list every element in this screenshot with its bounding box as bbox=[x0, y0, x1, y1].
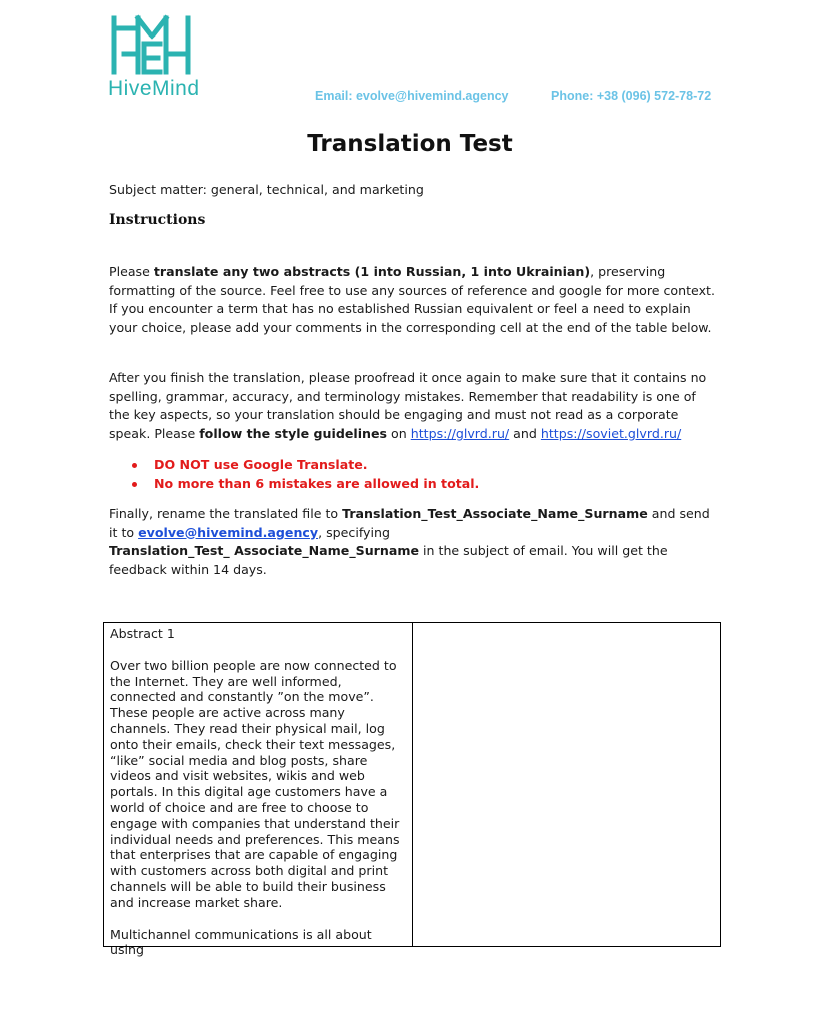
email-link[interactable]: evolve@hivemind.agency bbox=[138, 524, 319, 540]
instructions-heading: Instructions bbox=[109, 212, 206, 228]
para3-text-end: in the subject of email. You will get the feedback within 14 days. bbox=[109, 543, 668, 577]
para2-text-and: and bbox=[509, 425, 541, 441]
warning-list bbox=[131, 456, 479, 493]
glvrd-link[interactable]: https://glvrd.ru/ bbox=[410, 425, 510, 441]
logo-wordmark: HiveMind bbox=[108, 77, 200, 100]
soviet-glvrd-link[interactable]: https://soviet.glvrd.ru/ bbox=[540, 425, 682, 441]
warning-text: No more than 6 mistakes are allowed in total. bbox=[154, 475, 480, 491]
para2-text-start: After you finish the translation, please proofread it once again to make sure that it contains no spelling, grammar, accuracy, and terminology mistakes. Remember that readability is one of the key aspects, so your translation should be engaging and must not read as a corporate speak. Please bbox=[109, 370, 707, 441]
filename-bold: Translation_Test_Associate_Name_Surname bbox=[342, 506, 648, 521]
subject-bold: Translation_Test_ Associate_Name_Surname bbox=[109, 543, 420, 559]
list-item bbox=[131, 475, 479, 494]
para3-text-send: and send it to bbox=[109, 506, 710, 540]
para2-text-on: on bbox=[387, 425, 411, 441]
instructions-paragraph-3 bbox=[109, 505, 719, 579]
translation-cell[interactable] bbox=[412, 623, 721, 947]
para1-text-start: Please bbox=[109, 264, 154, 279]
abstract-content bbox=[110, 626, 406, 958]
abstract-text: Over two billion people are now connected to the Internet. They are well informed, connected and constantly ”on the move”. These people are active across many channels. They read their physical mail, log onto their emails, check their text messages, “like” social media and blog posts, share videos and visit websites, wikis and web portals. In this digital age customers have a world of choice and are free to choose to engage with companies that understand their individual needs and preferences. This means that enterprises that are capable of engaging with customers across both digital and print channels will be able to build their business and increase market share. bbox=[110, 657, 400, 910]
abstract-text-continued: Multichannel communications is all about using bbox=[110, 926, 372, 958]
abstract-label: Abstract 1 bbox=[110, 626, 175, 641]
instructions-paragraph-2 bbox=[109, 369, 719, 443]
abstract-source-cell bbox=[104, 623, 413, 958]
bullet-icon bbox=[132, 463, 137, 468]
table-row bbox=[104, 623, 721, 947]
para3-text-specifying: , specifying bbox=[318, 524, 390, 540]
list-item bbox=[131, 456, 479, 475]
page-title: Translation Test bbox=[307, 131, 513, 157]
para2-bold-text: follow the style guidelines bbox=[199, 425, 388, 441]
para1-bold-text: translate any two abstracts (1 into Russian, 1 into Ukrainian) bbox=[153, 264, 591, 279]
contact-phone: Phone: +38 (096) 572-78-72 bbox=[551, 89, 712, 103]
instructions-paragraph-1 bbox=[109, 263, 719, 337]
bullet-icon bbox=[132, 482, 137, 487]
abstracts-table bbox=[103, 622, 721, 958]
warning-text: DO NOT use Google Translate. bbox=[154, 457, 368, 472]
para1-text-end: , preserving formatting of the source. Feel free to use any sources of reference and google for more context. If you encounter a term that has no established Russian equivalent or feel a need to explain your choice, please add your comments in the corresponding cell at the end of the table below. bbox=[109, 264, 715, 335]
contact-email: Email: evolve@hivemind.agency bbox=[315, 89, 509, 103]
subject-line: Subject matter: general, technical, and marketing bbox=[109, 182, 424, 197]
para3-text-start: Finally, rename the translated file to bbox=[109, 506, 343, 521]
